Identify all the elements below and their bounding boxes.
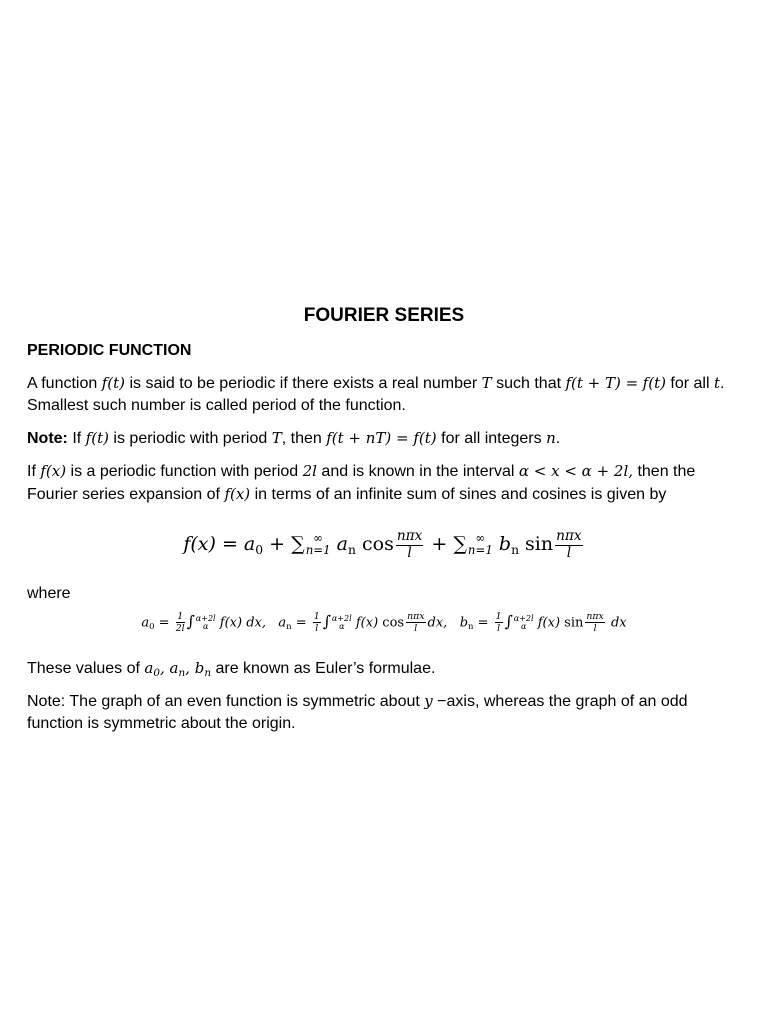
upper-limit: ∞ [313, 531, 324, 546]
numerator: 1 [313, 611, 320, 622]
math: = [473, 615, 493, 631]
fraction [585, 612, 604, 634]
integral-limits [196, 615, 216, 631]
page-title: FOURIER SERIES [303, 305, 465, 326]
text: A function [27, 375, 102, 392]
math: dx, [246, 615, 266, 631]
subscript: 0 [149, 620, 155, 631]
sigma-symbol: ∑ [291, 533, 305, 556]
math: f(x) [533, 615, 565, 631]
text: is said to be periodic if there exists a real number [125, 375, 482, 392]
subscript: 0 [153, 667, 160, 680]
math: cos [355, 533, 394, 556]
subscript: n [204, 667, 212, 680]
numerator: 1 [177, 611, 184, 622]
denominator: l [497, 623, 501, 635]
subscript: n [468, 620, 474, 631]
math: + [425, 533, 454, 556]
math: f(t + T) = [565, 374, 639, 392]
upper-limit: α+2l [195, 613, 216, 623]
math: , a [159, 659, 179, 677]
math: b [498, 533, 512, 556]
math: sin [564, 615, 584, 631]
upper-limit: α+2l [513, 613, 534, 623]
math: α < x < α + 2l, [518, 462, 634, 480]
text: If [67, 430, 86, 447]
math: = [291, 615, 311, 631]
math: a [336, 533, 348, 556]
numerator: 1 [495, 611, 502, 622]
math: cos [382, 615, 405, 631]
text: and is known in the interval [316, 463, 519, 480]
integral-symbol: ∫ [322, 612, 331, 631]
denominator: l [566, 544, 572, 561]
fourier-series-formula [0, 530, 768, 560]
numerator: nπx [396, 528, 423, 544]
text: −axis, whereas the graph of an odd function is symmetric about the origin. [27, 693, 688, 732]
denominator: l [407, 544, 412, 561]
symmetry-note-paragraph [27, 690, 737, 735]
text: then the Fourier series expansion of [27, 463, 696, 503]
denominator: l [593, 623, 597, 635]
subscript: n [178, 667, 186, 680]
subscript: n [286, 620, 292, 631]
math: t [713, 374, 721, 392]
denominator: l [414, 623, 418, 635]
lower-limit: α [339, 621, 345, 631]
integral-symbol: ∫ [504, 612, 513, 631]
sigma-symbol: ∑ [453, 533, 467, 556]
text: are known as Euler’s formulae. [211, 660, 436, 677]
math: f(t) [85, 429, 109, 447]
math: T [271, 429, 282, 447]
fraction [176, 612, 185, 634]
math: f(x) [215, 615, 247, 631]
subscript: n [348, 542, 356, 557]
fraction [495, 612, 503, 634]
math: f(t + nT) = f(t) [326, 429, 437, 447]
sum-limits [468, 533, 493, 557]
text: . [555, 430, 561, 447]
fraction [555, 530, 583, 560]
text: for all integers [436, 430, 547, 447]
note-period-paragraph [27, 427, 737, 450]
math: = [154, 615, 174, 631]
sum-limits [306, 533, 331, 557]
where-label: where [27, 585, 71, 602]
note-label: Note: [27, 430, 68, 447]
fraction [406, 612, 425, 634]
text: If [27, 463, 41, 480]
text: is periodic with period [108, 430, 272, 447]
fourier-intro-paragraph [27, 460, 737, 506]
text: for all [665, 375, 714, 392]
math: f(x) [40, 462, 67, 480]
math: f(x) [224, 485, 251, 503]
math: a [141, 615, 150, 631]
numerator: nπx [586, 611, 604, 622]
subscript: 0 [255, 542, 264, 557]
math: , b [185, 659, 205, 677]
math: n [546, 429, 556, 447]
lower-limit: α [520, 621, 527, 631]
text: such that [491, 375, 566, 392]
math: + [263, 533, 292, 556]
math: 2l [302, 462, 317, 480]
math: a [144, 659, 154, 677]
numerator: nπx [407, 611, 425, 622]
math: T [481, 374, 492, 392]
text: . Smallest such number is called period of the function. [27, 375, 725, 414]
math: b [459, 615, 469, 631]
upper-limit: ∞ [475, 531, 486, 546]
math: f(t) [101, 374, 126, 392]
math: f(x) [351, 615, 383, 631]
subscript: n [511, 542, 520, 557]
text: , then [281, 430, 327, 447]
section-heading: PERIODIC FUNCTION [27, 342, 192, 359]
upper-limit: α+2l [331, 613, 352, 623]
denominator: l [315, 623, 319, 635]
math: f(t) [642, 374, 666, 392]
integral-limits [514, 615, 534, 631]
integral-limits [332, 615, 352, 631]
math: sin [519, 533, 554, 556]
fraction [396, 530, 424, 560]
lower-limit: n=1 [467, 543, 493, 558]
math: dx [606, 615, 627, 631]
numerator: nπx [556, 528, 582, 544]
text: Note: The graph of an even function is symmetric about [27, 693, 425, 710]
math: y [424, 692, 433, 710]
denominator: 2l [175, 623, 185, 635]
lower-limit: n=1 [305, 543, 331, 558]
euler-formulae-paragraph [27, 657, 737, 684]
math: a [278, 615, 287, 631]
text: These values of [27, 660, 145, 677]
fraction [313, 612, 321, 634]
euler-coefficient-formulas [0, 612, 768, 634]
lower-limit: α [202, 621, 209, 631]
math: f(x) = a [183, 533, 256, 556]
math: dx, [427, 615, 448, 631]
integral-symbol: ∫ [186, 612, 195, 631]
text: is a periodic function with period [66, 463, 303, 480]
periodic-definition-paragraph [27, 372, 737, 417]
text: in terms of an infinite sum of sines and cosines is given by [250, 486, 667, 503]
